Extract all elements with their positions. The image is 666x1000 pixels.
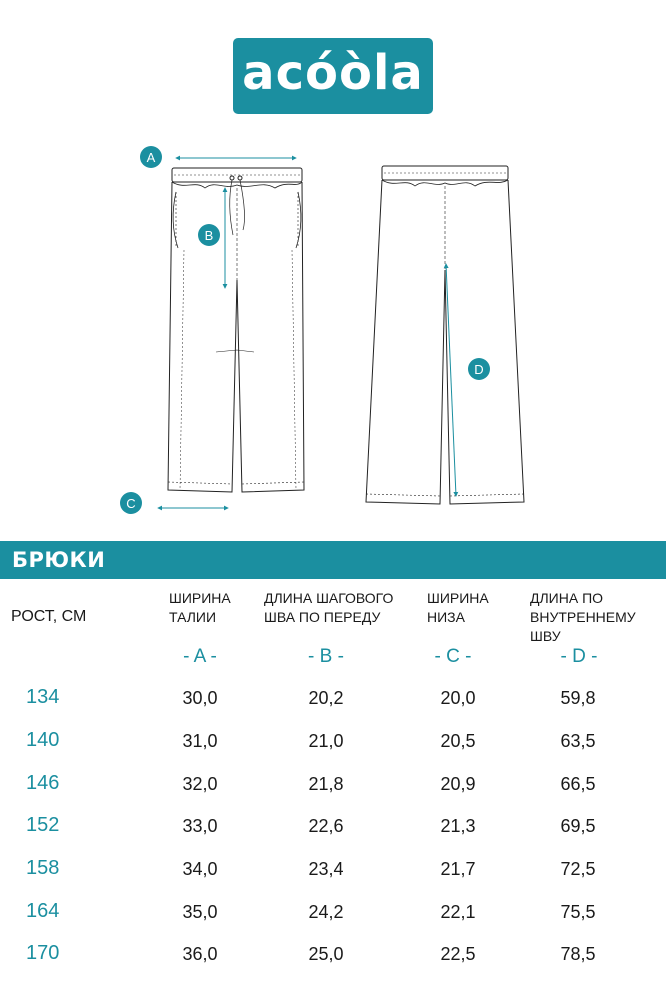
table-cell: 75,5 <box>560 902 596 922</box>
size-label: 164 <box>26 900 60 922</box>
column-letter-a: - A - <box>183 646 217 667</box>
size-label: 134 <box>26 686 60 708</box>
table-cell: 20,9 <box>440 774 476 794</box>
svg-text:A: A <box>146 150 156 165</box>
front-view <box>168 168 304 492</box>
svg-text:C: C <box>126 496 136 511</box>
table-cell: 69,5 <box>560 816 596 836</box>
table-cell: 36,0 <box>182 944 218 964</box>
size-label: 158 <box>26 857 60 879</box>
table-cell: 20,0 <box>440 688 476 708</box>
table-cell: 21,0 <box>308 731 344 751</box>
column-header-d: ДЛИНА ПО ВНУТРЕННЕМУ ШВУ <box>530 590 636 644</box>
table-cell: 20,5 <box>440 731 476 751</box>
table-cell: 30,0 <box>182 688 218 708</box>
marker-d <box>468 358 490 380</box>
table-cell: 34,0 <box>182 859 218 879</box>
logo-text: acóòla <box>242 45 424 101</box>
column-header-b: ДЛИНА ШАГОВОГО ШВА ПО ПЕРЕДУ <box>264 590 394 625</box>
table-cell: 78,5 <box>560 944 596 964</box>
brand-logo <box>233 38 433 114</box>
marker-b <box>198 224 220 246</box>
table-cell: 22,6 <box>308 816 344 836</box>
table-cell: 33,0 <box>182 816 218 836</box>
column-letter-c: - C - <box>434 646 472 667</box>
column-header-a: ШИРИНА ТАЛИИ <box>169 590 231 625</box>
page-title: БРЮКИ <box>12 548 106 572</box>
measurement-lines <box>158 158 456 508</box>
pants-technical-drawing <box>0 130 666 530</box>
marker-a <box>140 146 162 168</box>
table-cell: 24,2 <box>308 902 344 922</box>
table-cell: 22,1 <box>440 902 476 922</box>
size-label: 170 <box>26 942 60 964</box>
title-band <box>0 541 666 579</box>
column-letter-b: - B - <box>308 646 344 667</box>
size-label: 146 <box>26 772 60 794</box>
marker-c <box>120 492 142 514</box>
size-label: 140 <box>26 729 60 751</box>
table-cell: 63,5 <box>560 731 596 751</box>
table-cell: 22,5 <box>440 944 476 964</box>
back-view <box>366 166 524 504</box>
table-cell: 23,4 <box>308 859 344 879</box>
table-cell: 59,8 <box>560 688 596 708</box>
column-letter-d: - D - <box>560 646 598 667</box>
table-cell: 35,0 <box>182 902 218 922</box>
table-cell: 66,5 <box>560 774 596 794</box>
table-cell: 21,8 <box>308 774 344 794</box>
size-label: 152 <box>26 814 60 836</box>
table-cell: 31,0 <box>182 731 218 751</box>
table-cell: 21,7 <box>440 859 476 879</box>
table-cell: 72,5 <box>560 859 596 879</box>
size-column-header: РОСТ, СМ <box>11 608 87 625</box>
table-cell: 32,0 <box>182 774 218 794</box>
table-cell: 20,2 <box>308 688 344 708</box>
svg-text:D: D <box>474 362 484 377</box>
column-header-c: ШИРИНА НИЗА <box>427 590 489 625</box>
svg-text:B: B <box>204 228 214 243</box>
table-cell: 21,3 <box>440 816 476 836</box>
table-cell: 25,0 <box>308 944 344 964</box>
